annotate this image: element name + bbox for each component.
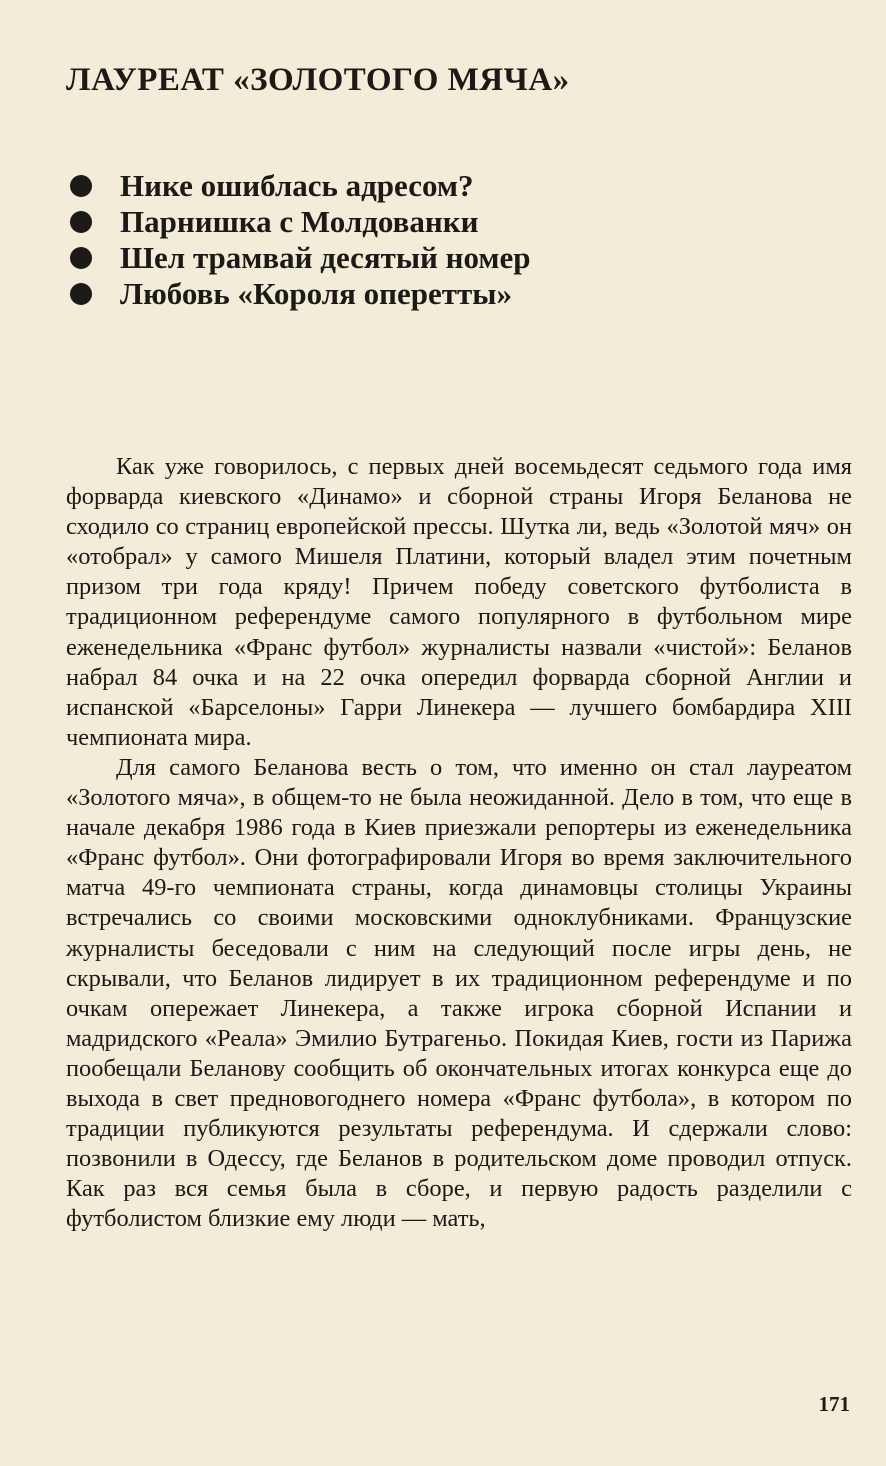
contents-item-label: Шел трамвай десятый номер (120, 240, 531, 275)
contents-item-label: Любовь «Короля оперетты» (120, 276, 512, 311)
bullet-icon (70, 175, 92, 197)
contents-item (70, 276, 531, 312)
paragraph: Для самого Беланова весть о том, что именно он стал лауреатом «Золотого мяча», в общем-то не была неожиданной. Дело в том, что еще в начале декабря 1986 года в Киев приезжали репортеры из еженедельника «Франс футбол». Они фотографировали Игоря во время заключительного матча 49-го чемпионата страны, когда динамовцы столицы Украины встречались со своими московскими одноклубниками. Французские журналисты беседовали с ним на следующий после игры день, не скрывали, что Беланов лидирует в их традиционном референдуме и по очкам опережает Линекера, а также игрока сборной Испании и мадридского «Реала» Эмилио Бутрагеньо. Покидая Киев, гости из Парижа пообещали Беланову сообщить об окончательных итогах конкурса еще до выхода в свет предновогоднего номера «Франс футбола», в котором по традиции публикуются результаты референдума. И сдержали слово: позвонили в Одессу, где Беланов в родительском доме проводил отпуск. Как раз вся семья была в сборе, и первую радость разделили с футболистом близкие ему люди — мать, (66, 753, 852, 1233)
bullet-icon (70, 283, 92, 305)
bullet-icon (70, 247, 92, 269)
contents-item (70, 240, 531, 276)
chapter-contents-list (70, 168, 531, 312)
bullet-icon (70, 211, 92, 233)
page-number: 171 (818, 1392, 850, 1416)
contents-item-label: Парнишка с Молдованки (120, 204, 479, 239)
paragraph: Как уже говорилось, с первых дней восемьдесят седьмого года имя форварда киевского «Динамо» и сборной страны Игоря Беланова не сходило со страниц европейской прессы. Шутка ли, ведь «Золотой мяч» он «отобрал» у самого Мишеля Платини, который владел этим почетным призом три года кряду! Причем победу советского футболиста в традиционном референдуме самого популярного в футбольном мире еженедельника «Франс футбол» журналисты назвали «чистой»: Беланов набрал 84 очка и на 22 очка опередил форварда сборной Англии и испанской «Барселоны» Гарри Линекера — лучшего бомбардира XIII чемпионата мира. (66, 453, 852, 751)
contents-item-label: Нике ошиблась адресом? (120, 168, 474, 203)
contents-item (70, 168, 531, 204)
chapter-title: ЛАУРЕАТ «ЗОЛОТОГО МЯЧА» (66, 62, 570, 98)
body-text (66, 452, 852, 1234)
contents-item (70, 204, 531, 240)
